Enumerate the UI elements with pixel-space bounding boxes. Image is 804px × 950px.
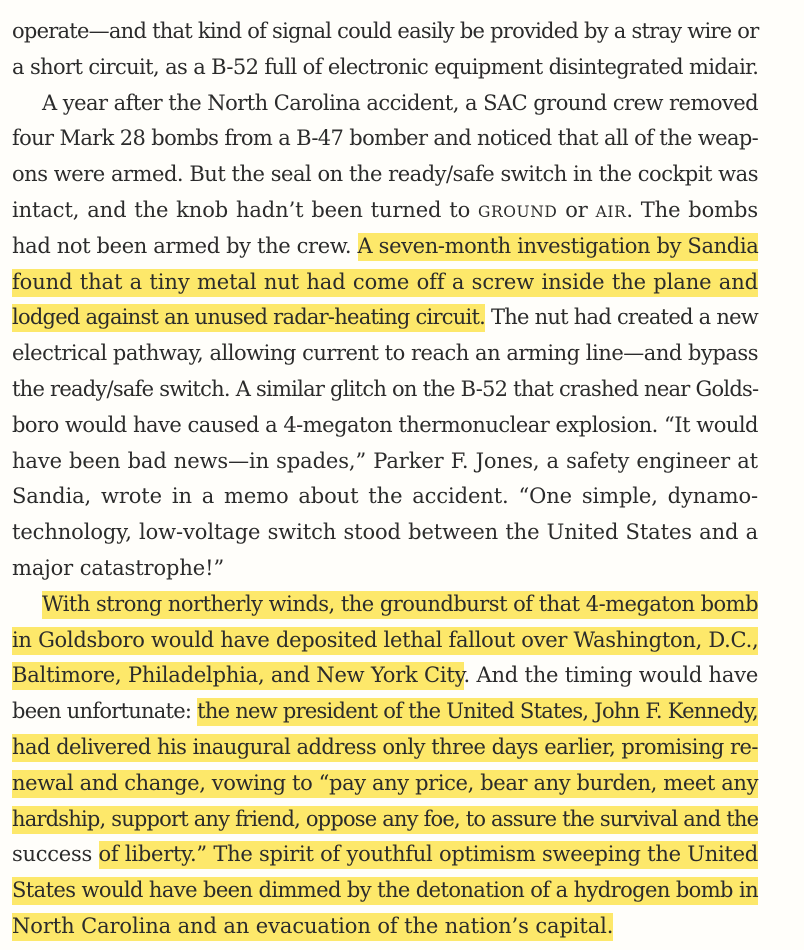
highlighted-text: the new president of the United States, John F. Kennedy, (197, 698, 758, 726)
highlighted-text: lodged against an unused radar-heating circuit. (12, 304, 485, 332)
text-line: had not been armed by the crew. A seven-month investigation by Sandia (12, 229, 758, 265)
text-line: intact, and the knob hadn’t been turned to GROUND or AIR. The bombs (12, 197, 758, 222)
text-line: operate—and that kind of signal could easily be provided by a stray wire or (12, 19, 759, 43)
text-line: the ready/safe switch. A similar glitch on the B-52 that crashed near Golds- (12, 376, 759, 401)
text-line: electrical pathway, allowing current to reach an arming line—and bypass (12, 341, 758, 366)
text-line (12, 873, 758, 909)
text-line: a short circuit, as a B-52 full of electronic equipment disintegrated midair. (12, 54, 759, 79)
text-line: have been bad news—in spades,” Parker F. Jones, a safety engineer at (12, 448, 758, 473)
paragraph-end-line: major catastrophe!” (12, 555, 225, 580)
text-line: Sandia, wrote in a memo about the accident. “One simple, dynamo- (12, 484, 758, 509)
text-line: been unfortunate: the new president of the United States, John F. Kennedy, (12, 694, 758, 730)
text-line (12, 730, 758, 766)
highlighted-text: With strong northerly winds, the groundburst of that 4-megaton bomb (42, 591, 758, 619)
text-line (12, 766, 758, 802)
book-page (12, 14, 758, 945)
text-line (12, 265, 758, 301)
highlighted-text: States would have been dimmed by the detonation of a hydrogen bomb in (12, 877, 758, 905)
highlighted-text: in Goldsboro would have deposited lethal fallout over Washington, D.C., (12, 627, 758, 655)
highlighted-text: found that a tiny metal nut had come off a screw inside the plane and (12, 269, 758, 297)
highlighted-text: of liberty.” The spirit of youthful optimism sweeping the United (99, 841, 758, 869)
text-line: boro would have caused a 4-megaton thermonuclear explosion. “It would (12, 412, 758, 437)
highlighted-text: A seven-month investigation by Sandia (358, 233, 759, 261)
text-line (12, 802, 758, 838)
highlighted-period: . (607, 913, 614, 941)
text-line (12, 623, 758, 659)
highlighted-text: hardship, support any friend, oppose any foe, to assure the survival and the (12, 806, 758, 834)
text-line: four Mark 28 bombs from a B-47 bomber and noticed that all of the weap- (12, 126, 759, 151)
paragraph-start-line: A year after the North Carolina accident, a SAC ground crew removed (42, 90, 759, 115)
highlighted-text: newal and change, vowing to “pay any price, bear any burden, meet any (12, 770, 758, 798)
highlighted-text: had delivered his inaugural address only three days earlier, promising re- (12, 734, 758, 762)
text-line: lodged against an unused radar-heating circuit. The nut had created a new (12, 300, 758, 336)
text-line: success of liberty.” The spirit of youthful optimism sweeping the United (12, 837, 758, 873)
text-line: Baltimore, Philadelphia, and New York City. And the timing would have (12, 658, 758, 694)
highlighted-text: Baltimore, Philadelphia, and New York City (12, 662, 464, 690)
highlighted-text: North Carolina and an evacuation of the nation’s capital (12, 913, 607, 941)
text-line (12, 909, 758, 945)
small-caps-ground: GROUND (477, 202, 558, 221)
text-line: ons were armed. But the seal on the ready/safe switch in the cockpit was (12, 162, 758, 187)
text-line: technology, low-voltage switch stood between the United States and a (12, 520, 758, 545)
paragraph-start-line (12, 587, 758, 623)
small-caps-air: AIR (595, 202, 627, 221)
